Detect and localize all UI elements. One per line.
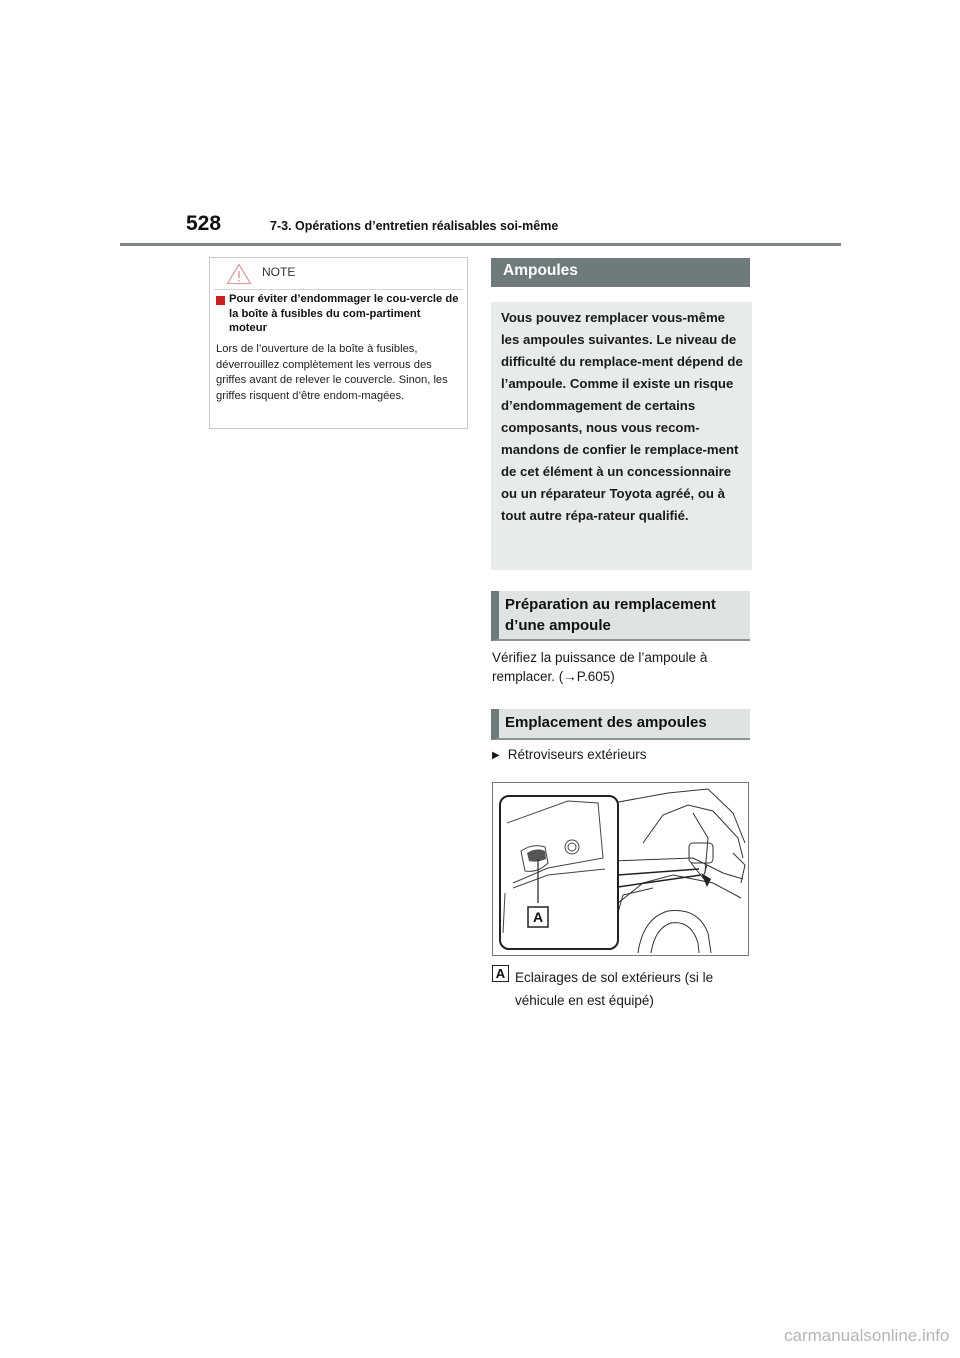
- note-divider: [214, 289, 463, 290]
- legend-label-a: A: [492, 965, 509, 982]
- red-square-bullet-icon: [216, 296, 225, 305]
- page-number: 528: [186, 212, 222, 235]
- mirror-illustration: [492, 782, 749, 956]
- illustration-label-a: A: [532, 909, 544, 925]
- heading-emplacement: Emplacement des ampoules: [491, 709, 750, 740]
- triangle-bullet-icon: ▶: [492, 750, 500, 761]
- list-item-label: Rétroviseurs extérieurs: [507, 747, 647, 762]
- header-divider: [120, 243, 841, 246]
- legend-text-a: Eclairages de sol extérieurs (si le véhicule en est équipé): [515, 970, 714, 1008]
- note-header: [210, 258, 467, 288]
- preparation-body: Vérifiez la puissance de l’ampoule à remplacer. (→P.605): [492, 650, 708, 684]
- intro-box: Vous pouvez remplacer vous-même les ampoules suivantes. Le niveau de difficulté du remplace-ment dépend de l’ampoule. Comme il existe un risque d’endommagement de certains composants, nous vous recom-mandons de confier le remplace-ment de cet élément à un concessionnaire ou un réparateur Toyota agréé, ou à tout autre répa-rateur qualifié.: [491, 302, 752, 570]
- watermark: carmanualsonline.info: [784, 1326, 950, 1345]
- note-body-text: Lors de l’ouverture de la boîte à fusibles, déverrouillez complètement les verrous des griffes avant de relever le couvercle. Sinon, les griffes risquent d’être endom-magées.: [216, 343, 448, 402]
- warning-triangle-icon: [226, 263, 252, 285]
- note-bullet-heading: Pour éviter d’endommager le cou-vercle de la boîte à fusibles du com-partiment moteur: [229, 293, 459, 335]
- note-title: NOTE: [262, 265, 296, 279]
- heading-ampoules: Ampoules: [491, 258, 750, 287]
- note-box: [209, 257, 468, 429]
- car-mirror-drawing: [493, 783, 748, 955]
- list-item-retroviseurs: [492, 747, 647, 762]
- section-title: 7-3. Opérations d’entretien réalisables soi-même: [270, 219, 559, 233]
- heading-preparation: Préparation au remplacement d’une ampoule: [491, 591, 750, 641]
